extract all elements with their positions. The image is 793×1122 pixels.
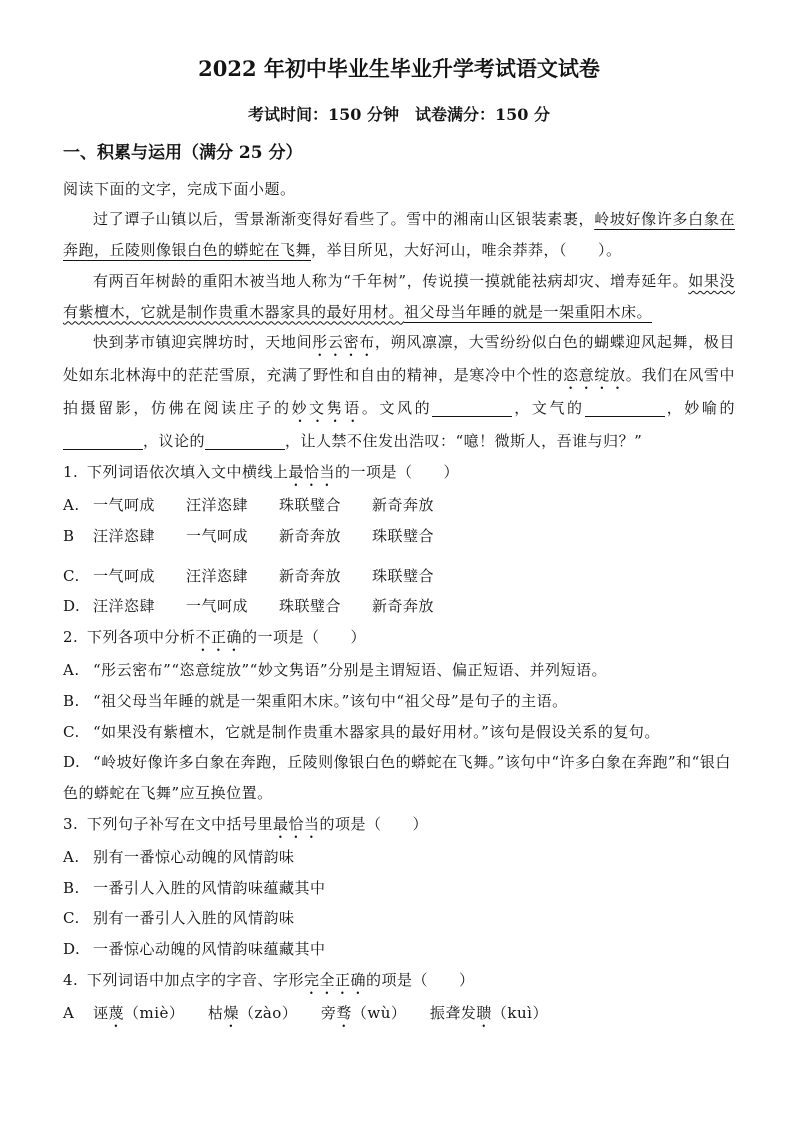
question-3-option-b: [63, 873, 735, 904]
option-d-label: D.: [63, 753, 81, 772]
option-b-text: 一番引人入胜的风情韵味蕴藏其中: [93, 878, 326, 897]
option-a-text-segment: 诬: [93, 1003, 109, 1022]
fill-in-blank-3: [63, 434, 143, 450]
p1-text-end: ，举目所见，大好河山，唯余莽莽，（ ）。: [311, 241, 622, 260]
p3-text-6: ，妙喻的: [664, 399, 735, 418]
question-2-text: 下列各项中分析: [87, 628, 196, 647]
p3-text-8: ，让人禁不住发出浩叹：“噫！微斯人，吾谁与归？”: [285, 432, 643, 451]
question-3-option-d: [63, 934, 735, 965]
p2-underlined-text: 祖父母当年睡的就是一架重阳木床。: [404, 302, 653, 321]
dotted-char: 蔑: [108, 1003, 125, 1022]
question-2-option-d: [63, 747, 735, 809]
option-b-text: “祖父母当年睡的就是一架重阳木床。”该句中“祖父母”是句子的主语。: [93, 691, 568, 710]
p3-emphasized-text-2: 恣意绽放: [563, 366, 626, 385]
question-1-option-b: [63, 521, 735, 552]
question-1-emphasized-text: 最恰当: [288, 463, 336, 482]
option-a-text-segment: （wù） 振聋发: [351, 1003, 477, 1022]
question-1-option-d: [63, 591, 735, 622]
dotted-char: 骛: [336, 1003, 352, 1022]
option-b-text: 汪洋恣肆 一气呵成 新奇奔放 珠联璧合: [93, 526, 435, 545]
p3-emphasized-text-1: 彤云密布: [312, 333, 375, 352]
question-4-option-a: [63, 998, 735, 1031]
option-d-text: “岭坡好像许多白象在奔跑，丘陵则像银白色的蟒蛇在飞舞。”该句中“许多白象在奔跑”和“银白色的蟒蛇在飞舞”应互换位置。: [63, 753, 731, 803]
option-d-label: D.: [63, 597, 81, 616]
p2-text: 有两百年树龄的重阳木被当地人称为“千年树”，传说摸一摸就能祛病却灾、增寿延年。: [93, 271, 689, 290]
question-1-text: 下列词语依次填入文中横线上: [87, 463, 289, 482]
p3-text-4: 。文风的: [361, 399, 433, 418]
p3-text: 快到茅市镇迎宾牌坊时，天地间: [93, 333, 313, 352]
question-3-option-c: [63, 903, 735, 934]
question-2-number: 2.: [63, 628, 79, 647]
question-4-number: 4.: [63, 970, 79, 989]
option-a-text-segment: （miè） 枯: [124, 1003, 224, 1022]
question-3-stem: [63, 809, 735, 842]
dotted-char: 燥: [223, 1003, 239, 1022]
question-2-stem: [63, 622, 735, 655]
option-c-label: C.: [63, 909, 80, 928]
question-4-emphasized-text: 完全正确: [304, 970, 367, 989]
question-4-text-end: 的项是（ ）: [366, 970, 475, 989]
question-4-stem: [63, 965, 735, 998]
option-d-label: D.: [63, 940, 81, 959]
question-4-text: 下列词语中加点字的字音、字形: [87, 970, 305, 989]
passage-paragraph-2: [63, 266, 735, 328]
p3-text-2: ，朔风凛凛，大雪纷纷似白色的蝴蝶迎风起舞，极目处如东北林海中的茫茫雪原，充满了野性和自由的精神，是寒冷中个性的: [63, 333, 735, 385]
passage-paragraph-3: [63, 327, 735, 457]
option-a-label: A.: [63, 847, 80, 866]
question-2-option-b: [63, 686, 735, 717]
p3-text-5: ，文气的: [512, 399, 585, 418]
option-a-text-segment: （kuì）: [491, 1003, 548, 1022]
question-3-emphasized-text: 最恰当: [273, 814, 320, 833]
reading-instruction: 阅读下面的文字，完成下面小题。: [63, 179, 296, 198]
page-title: 2022 年初中毕业生毕业升学考试语文试卷: [198, 56, 600, 81]
question-2-option-c: [63, 717, 735, 748]
exam-info: 考试时间：150 分钟 试卷满分：150 分: [248, 105, 550, 125]
question-2-text-end: 的一项是（ ）: [242, 628, 367, 647]
question-1-stem: [63, 457, 735, 490]
section-heading: 一、积累与运用（满分 25 分）: [63, 142, 303, 163]
option-c-text: 一气呵成 汪洋恣肆 新奇奔放 珠联璧合: [93, 566, 435, 585]
question-1-option-c: [63, 561, 735, 592]
fill-in-blank-2: [585, 401, 665, 417]
option-d-text: 汪洋恣肆 一气呵成 珠联璧合 新奇奔放: [93, 597, 435, 616]
question-3-text-end: 的项是（ ）: [319, 814, 429, 833]
dotted-char: 聩: [476, 1003, 492, 1022]
question-2-option-a: [63, 655, 735, 686]
option-b-label: B: [63, 526, 75, 545]
option-a-label: A: [63, 1003, 75, 1022]
option-c-text: “如果没有紫檀木，它就是制作贵重木器家具的最好用材。”该句是假设关系的复句。: [93, 722, 660, 741]
option-b-label: B.: [63, 878, 80, 897]
question-1-option-a: [63, 490, 735, 521]
p3-text-7: ，议论的: [143, 432, 206, 451]
question-3-option-a: [63, 842, 735, 873]
p3-emphasized-text-3: 妙文隽语: [291, 399, 362, 418]
option-a-text: 别有一番惊心动魄的风情韵味: [93, 847, 295, 866]
option-d-text: 一番惊心动魄的风情韵味蕴藏其中: [93, 940, 326, 959]
question-3-text: 下列句子补写在文中括号里: [87, 814, 274, 833]
fill-in-blank-4: [205, 434, 285, 450]
option-a-text: 一气呵成 汪洋恣肆 珠联璧合 新奇奔放: [93, 496, 435, 515]
p1-text: 过了谭子山镇以后，雪景渐渐变得好看些了。雪中的湘南山区银装素裹，: [93, 210, 595, 229]
p3-text-3: 。我们在风雪中拍摄留影，仿佛在阅读庄子的: [63, 366, 735, 418]
option-a-text: “彤云密布”“恣意绽放”“妙文隽语”分别是主谓短语、偏正短语、并列短语。: [93, 661, 608, 680]
question-2-emphasized-text: 不正确: [195, 628, 243, 647]
option-c-label: C.: [63, 722, 80, 741]
p2-wavy-underlined-text: 如果没有紫檀木，它就是制作贵重木器家具的最好用材。: [63, 271, 735, 321]
option-c-text: 别有一番引人入胜的风情韵味: [93, 909, 295, 928]
question-1-text-end: 的一项是（ ）: [335, 463, 460, 482]
option-c-label: C.: [63, 566, 80, 585]
fill-in-blank-1: [432, 401, 512, 417]
option-a-label: A.: [63, 496, 80, 515]
option-a-text-segment: （zào） 旁: [238, 1003, 337, 1022]
option-b-label: B.: [63, 691, 80, 710]
p1-underlined-text: 岭坡好像许多白象在奔跑，丘陵则像银白色的蟒蛇在飞舞: [63, 210, 735, 260]
option-a-label: A.: [63, 661, 80, 680]
question-3-number: 3.: [63, 814, 79, 833]
question-1-number: 1.: [63, 463, 79, 482]
passage-paragraph-1: [63, 204, 735, 266]
